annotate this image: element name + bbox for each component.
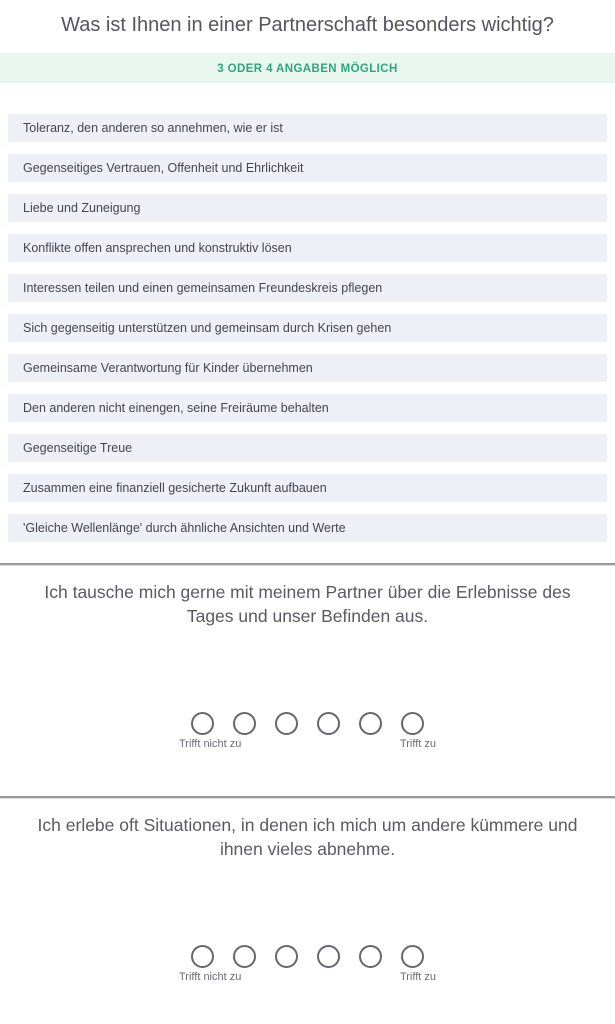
rating-scale (0, 945, 615, 984)
statement-text: Ich erlebe oft Situationen, in denen ich mich um andere kümmere und ihnen vieles abnehme. (37, 815, 578, 859)
option-label: Gegenseitige Treue (23, 441, 133, 455)
scale-radio-button[interactable] (191, 712, 214, 735)
scale-labels (179, 971, 436, 984)
option-label: Den anderen nicht einengen, seine Freiräume behalten (23, 401, 329, 415)
scale-radio-button[interactable] (317, 712, 340, 735)
option-item[interactable] (8, 314, 607, 342)
option-item[interactable] (8, 474, 607, 502)
scale-radio-button[interactable] (401, 712, 424, 735)
option-label: 'Gleiche Wellenlänge' durch ähnliche Ansichten und Werte (23, 521, 346, 535)
option-item[interactable] (8, 274, 607, 302)
scale-radio-button[interactable] (401, 945, 424, 968)
scale-radio-button[interactable] (191, 945, 214, 968)
scale-label-left: Trifft nicht zu (179, 971, 242, 983)
option-item[interactable] (8, 234, 607, 262)
option-label: Interessen teilen und einen gemeinsamen Freundeskreis pflegen (23, 281, 383, 295)
scale-radio-button[interactable] (359, 945, 382, 968)
bottom-spacer (0, 984, 615, 1010)
rating-scale (0, 712, 615, 751)
option-label: Konflikte offen ansprechen und konstruktiv lösen (23, 241, 292, 255)
question-title: Was ist Ihnen in einer Partnerschaft besonders wichtig? (61, 14, 554, 36)
section-divider (0, 796, 615, 799)
statement-text: Ich tausche mich gerne mit meinem Partner über die Erlebnisse des Tages und unser Befinden aus. (44, 582, 571, 626)
option-item[interactable] (8, 194, 607, 222)
option-item[interactable] (8, 434, 607, 462)
option-label: Toleranz, den anderen so annehmen, wie er ist (23, 121, 283, 135)
scale-label-left: Trifft nicht zu (179, 738, 242, 750)
question-statement-1 (0, 581, 615, 751)
option-item[interactable] (8, 354, 607, 382)
scale-radio-button[interactable] (275, 712, 298, 735)
scale-label-right: Trifft zu (399, 971, 436, 983)
scale-radio-button[interactable] (233, 945, 256, 968)
option-item[interactable] (8, 154, 607, 182)
scale-options (0, 712, 615, 735)
section-divider (0, 563, 615, 566)
options-list (8, 114, 607, 542)
option-label: Liebe und Zuneigung (23, 201, 141, 215)
scale-radio-button[interactable] (275, 945, 298, 968)
option-item[interactable] (8, 114, 607, 142)
option-label: Gegenseitiges Vertrauen, Offenheit und Ehrlichkeit (23, 161, 304, 175)
selection-hint-label: 3 ODER 4 ANGABEN MÖGLICH (217, 62, 398, 75)
option-item[interactable] (8, 394, 607, 422)
scale-radio-button[interactable] (233, 712, 256, 735)
selection-hint-banner (0, 53, 615, 83)
option-label: Sich gegenseitig unterstützen und gemeinsam durch Krisen gehen (23, 321, 392, 335)
scale-radio-button[interactable] (359, 712, 382, 735)
option-item[interactable] (8, 514, 607, 542)
option-label: Gemeinsame Verantwortung für Kinder übernehmen (23, 361, 313, 375)
scale-labels (179, 738, 436, 751)
scale-label-right: Trifft zu (399, 738, 436, 750)
question-statement-2 (0, 814, 615, 984)
option-label: Zusammen eine finanziell gesicherte Zukunft aufbauen (23, 481, 327, 495)
scale-options (0, 945, 615, 968)
scale-radio-button[interactable] (317, 945, 340, 968)
